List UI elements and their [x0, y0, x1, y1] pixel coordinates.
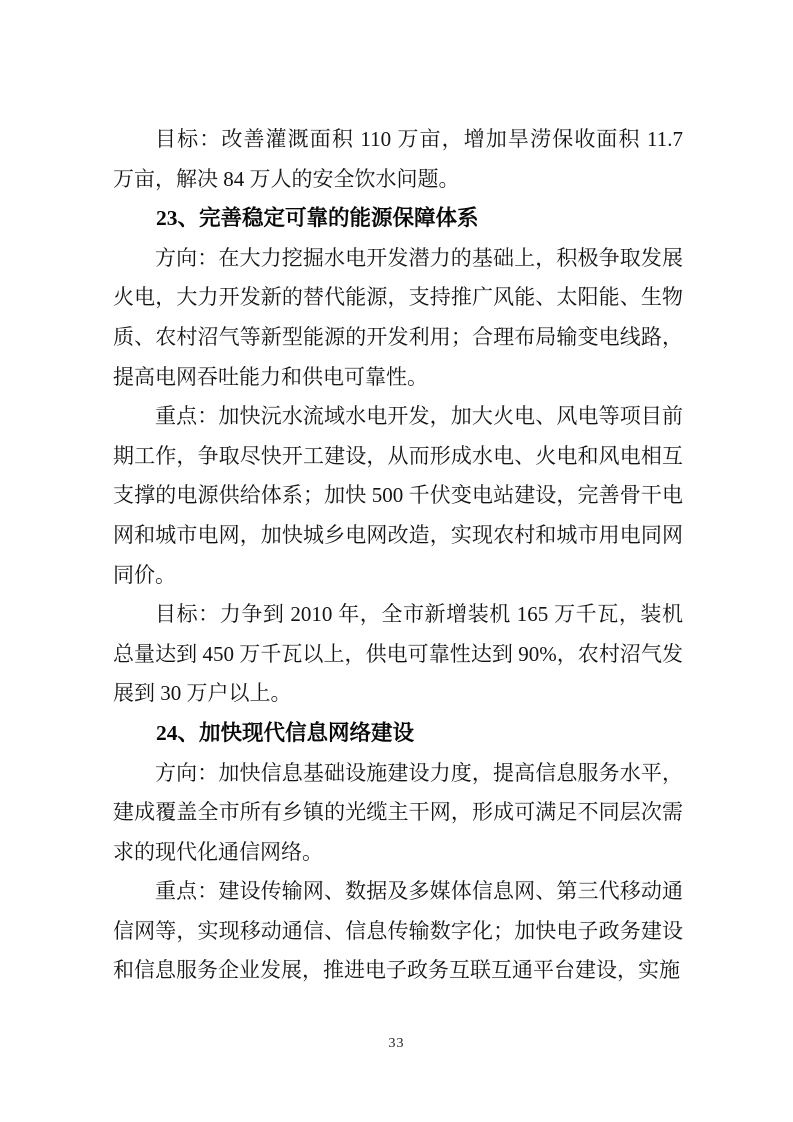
section-24-heading: 24、加快现代信息网络建设: [156, 720, 415, 745]
page-number: 33: [388, 1036, 405, 1051]
paragraph-focus-energy: 重点：加快沅水流域水电开发，加大火电、风电等项目前期工作，争取尽快开工建设，从而形成水电、火电和风电相互支撑的电源供给体系；加快 500 千伏变电站建设，完善骨干电网和城市电网，加快城乡电网改造，实现农村和城市用电同网同价。: [113, 404, 683, 587]
section-23-heading: 23、完善稳定可靠的能源保障体系: [156, 206, 479, 231]
page-content: [113, 120, 683, 991]
paragraph-direction-energy: 方向：在大力挖掘水电开发潜力的基础上，积极争取发展火电，大力开发新的替代能源，支持推广风能、太阳能、生物质、农村沼气等新型能源的开发利用；合理布局输变电线路，提高电网吞吐能力和供电可靠性。: [113, 245, 683, 389]
paragraph-direction-information: 方向：加快信息基础设施建设力度，提高信息服务水平，建成覆盖全市所有乡镇的光缆主干网，形成可满足不同层次需求的现代化通信网络。: [113, 760, 683, 864]
paragraph-goal-irrigation: 目标：改善灌溉面积 110 万亩，增加旱涝保收面积 11.7 万亩，解决 84 万人的安全饮水问题。: [113, 127, 683, 191]
paragraph-focus-information: 重点：建设传输网、数据及多媒体信息网、第三代移动通信网等，实现移动通信、信息传输数字化；加快电子政务建设和信息服务企业发展，推进电子政务互联互通平台建设，实施: [113, 879, 683, 983]
paragraph-goal-energy: 目标：力争到 2010 年，全市新增装机 165 万千瓦，装机总量达到 450 万千瓦以上，供电可靠性达到 90%，农村沼气发展到 30 万户以上。: [113, 602, 683, 706]
